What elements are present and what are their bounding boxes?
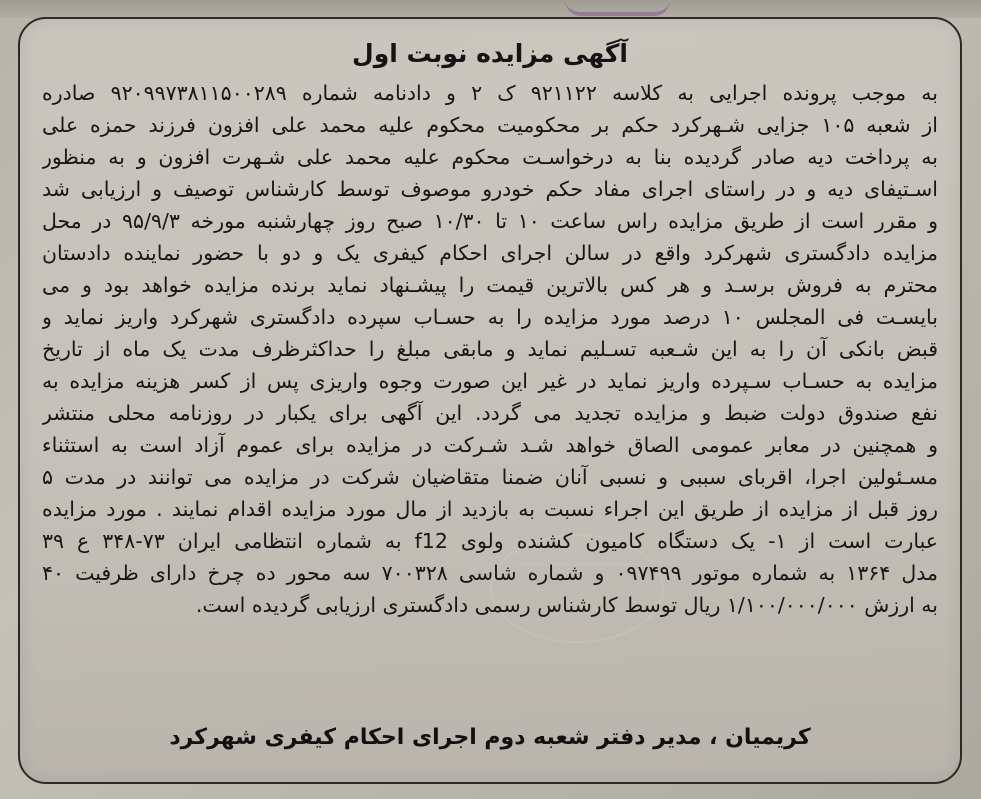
notice-line: محترم به فروش برسـد و هر کس بالاترین قیمت را پیشـنهاد نماید برنده مزایده خواهد بود و می	[42, 273, 938, 297]
notice-line: اسـتیفای دیه و در راستای اجرای مفاد حکم خودرو موصوف توسط کارشناس توصیف و ارزیابی شد	[42, 177, 938, 201]
notice-line: مدل ۱۳۶۴ به شماره موتور ۰۹۷۴۹۹ و شماره شاسی ۷۰۰۳۲۸ سه محور ده چرخ دارای ظرفیت ۴۰	[42, 561, 938, 585]
notice-line: و مقرر است از طریق مزایده راس ساعت ۱۰ تا ۱۰/۳۰ صبح روز چهارشنبه مورخه ۹۵/۹/۳ در محل	[42, 209, 938, 233]
notice-line: قبض بانکی آن را به این شـعبه تسـلیم نماید و مابقی مبلغ را حداکثرظرف مدت یک ماه از تاریخ	[42, 337, 938, 361]
notice-line: روز قبل از مزایده از طریق این اجراء نسبت به بازدید از مال مورد مزایده اقدام نمایند . مورد مزایده	[42, 497, 938, 521]
notice-line: مزایده دادگستری شهرکرد واقع در سالن اجرای احکام کیفری یک و دو با حضور نماینده دادستان	[42, 241, 938, 265]
notice-line: نفع صندوق دولت ضبط و مزایده تجدید می گردد. این آگهی برای یکبار در روزنامه محلی منتشر	[42, 401, 938, 425]
notice-line: مسـئولین اجرا، اقربای سببی و نسبی آنان ضمنا متقاضیان شرکت در مزایده می توانند در مدت ۵	[42, 465, 938, 489]
auction-notice	[18, 17, 962, 784]
notice-line: مزایده به حسـاب سـپرده واریز نماید در غیر این صورت وجوه واریزی پس از کسر هزینه مزایده به	[42, 369, 938, 393]
notice-line: عبارت است از ۱- یک دستگاه کامیون کشنده ولوی f12 به شماره انتظامی ایران ۷۳-۳۴۸ ع ۳۹	[42, 529, 938, 553]
notice-line: به پرداخت دیه صادر گردیده بنا به درخواسـت محکوم علیه محمد علی شـهرت افزون و به منظور	[42, 145, 938, 169]
notice-title: آگهی مزایده نوبت اول	[352, 39, 628, 68]
notice-line: بایسـت فی المجلس ۱۰ درصد مورد مزایده را به حسـاب سپرده دادگستری شهرکرد واریز نماید و	[42, 305, 938, 329]
notice-line: و همچنین در معابر عمومی الصاق خواهد شـد شـرکت در مزایده برای عموم آزاد است به استثناء	[42, 433, 938, 457]
paper-top-strip	[0, 0, 981, 18]
notice-line: از شعبه ۱۰۵ جزایی شـهرکرد حکم بر محکومیت محکوم علیه محمد علی افزون فرزند حمزه علی	[42, 113, 938, 137]
notice-line: به موجب پرونده اجرایی به کلاسه ۹۲۱۱۲۲ ک ۲ و دادنامه شماره ۹۲۰۹۹۷۳۸۱۱۵۰۰۲۸۹ صادره	[42, 81, 938, 105]
notice-line: به ارزش ۱/۱۰۰/۰۰۰/۰۰۰ ریال توسط کارشناس رسمی دادگستری ارزیابی گردیده است.	[195, 593, 938, 617]
signature-line: کریمیان ، مدیر دفتر شعبه دوم اجرای احکام کیفری شهرکرد	[169, 725, 811, 750]
notice-body	[42, 77, 938, 621]
